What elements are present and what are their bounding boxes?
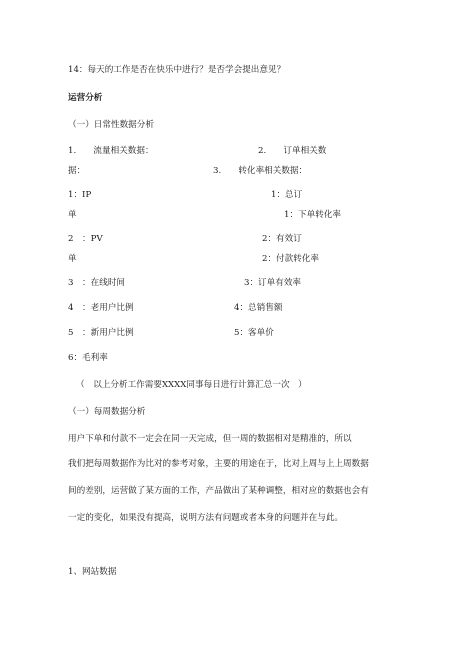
metric-valid-orders-continued: 单 [68,254,77,264]
weekly-paragraph-line-4: 一定的变化，如果没有提高，说明方法有问题或者本身的问题并在与此。 [68,513,344,523]
weekly-paragraph-line-1: 用户下单和付款不一定会在同一天完成，但一周的数据相对是精准的，所以 [68,434,352,444]
weekly-paragraph-line-3: 间的差别，运营做了某方面的工作，产品做出了某种调整，相对应的数据也会有 [68,486,369,496]
subsection-website-data: 1、网站数据 [68,567,117,577]
metric-valid-orders: 2：有效订 [262,234,302,244]
metric-total-orders-continued: 单 [68,210,77,220]
metric-gross-margin: 6：毛利率 [68,353,108,363]
metric-returning-users: 4 ：老用户比例 [68,303,134,313]
metric-order-conversion: 1：下单转化率 [284,210,342,220]
metric-order-validity: 3：订单有效率 [244,278,302,288]
metric-pv: 2 ：PV [68,234,103,244]
subsection-daily-analysis: （一）日常性数据分析 [68,120,154,130]
metric-new-users: 5 ：新用户比例 [68,328,134,338]
metric-total-orders: 1：总订 [271,190,303,200]
question-14: 14：每天的工作是否在快乐中进行？是否学会提出意见？ [68,65,286,75]
section-heading-operations-analysis: 运营分析 [68,93,103,103]
metric-payment-conversion: 2：付款转化率 [262,254,320,264]
subsection-weekly-analysis: （一）每周数据分析 [68,407,146,417]
order-data-label: 2. 订单相关数 [258,146,327,156]
metric-avg-order-value: 5：客单价 [234,328,274,338]
traffic-data-label: 1. 流量相关数据： [68,146,154,156]
weekly-paragraph-line-2: 我们把每周数据作为比对的参考对象，主要的用途在于，比对上周与上上周数据 [68,459,369,469]
daily-analysis-note: （ 以上分析工作需要XXXX同事每日进行计算汇总一次 ） [76,380,307,390]
metric-online-time: 3 ：在线时间 [68,278,126,288]
conversion-data-label: 3. 转化率相关数据： [213,166,308,176]
order-data-label-continued: 据： [68,166,86,176]
metric-ip: 1：IP [68,190,92,200]
metric-total-sales: 4：总销售额 [234,303,283,313]
